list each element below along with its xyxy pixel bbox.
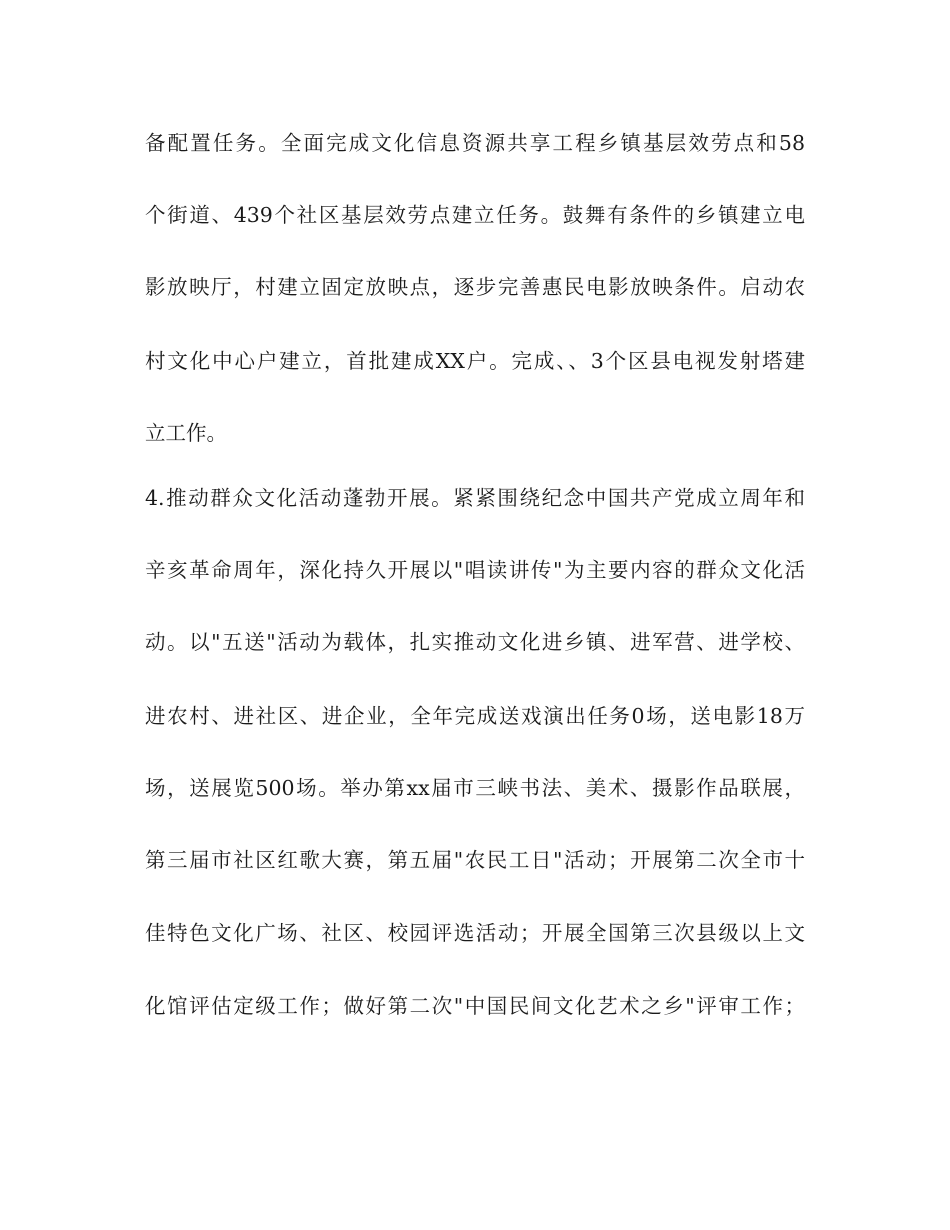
text-line-1: 备配置任务。全面完成文化信息资源共享工程乡镇基层效劳点和58 bbox=[145, 131, 805, 155]
text-line-2: 个街道、439个社区基层效劳点建立任务。鼓舞有条件的乡镇建立电 bbox=[145, 203, 805, 227]
text-line-11: 第三届市社区红歌大赛，第五届"农民工日"活动；开展第二次全市十 bbox=[145, 848, 805, 872]
text-line-13: 化馆评估定级工作；做好第二次"中国民间文化艺术之乡"评审工作； bbox=[145, 994, 805, 1018]
text-line-5: 立工作。 bbox=[145, 421, 227, 445]
text-line-10: 场，送展览500场。举办第xx届市三峡书法、美术、摄影作品联展， bbox=[145, 776, 805, 800]
text-line-6: 4.推动群众文化活动蓬勃开展。紧紧围绕纪念中国共产党成立周年和 bbox=[145, 486, 805, 510]
text-line-3: 影放映厅，村建立固定放映点，逐步完善惠民电影放映条件。启动农 bbox=[145, 275, 805, 299]
text-line-4: 村文化中心户建立，首批建成XX户。完成、、3个区县电视发射塔建 bbox=[145, 349, 805, 373]
text-line-12: 佳特色文化广场、社区、校园评选活动；开展全国第三次县级以上文 bbox=[145, 921, 805, 945]
text-line-8: 动。以"五送"活动为载体，扎实推动文化进乡镇、进军营、进学校、 bbox=[145, 630, 805, 654]
text-line-7: 辛亥革命周年，深化持久开展以"唱读讲传"为主要内容的群众文化活 bbox=[145, 558, 805, 582]
text-line-9: 进农村、进社区、进企业，全年完成送戏演出任务0场，送电影18万 bbox=[145, 704, 805, 728]
